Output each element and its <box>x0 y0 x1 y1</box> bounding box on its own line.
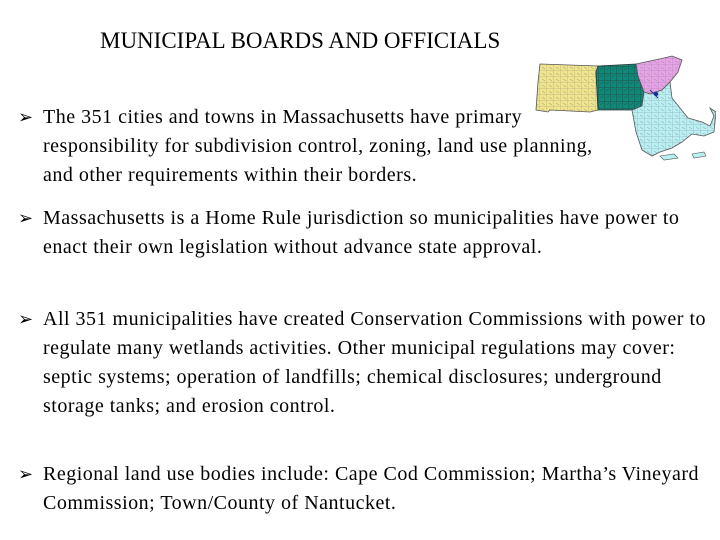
bullet-text: The 351 cities and towns in Massachusetts have primary responsibility for subdivision control, zoning, land use planning, and other requirements within their borders. <box>43 106 593 186</box>
bullet-text: All 351 municipalities have created Conservation Commissions with power to regulate many wetlands activities. Other municipal regulations may cover: septic systems; operation of landfills; chemical disclosures; underground storage tanks; and erosion control. <box>43 308 707 417</box>
arrow-bullet-icon: ➢ <box>18 309 34 330</box>
bullet-item <box>18 103 714 190</box>
bullet-text: Massachusetts is a Home Rule jurisdiction so municipalities have power to enact their own legislation without advance state approval. <box>43 207 680 258</box>
arrow-bullet-icon: ➢ <box>18 464 34 485</box>
bullet-item <box>18 204 714 262</box>
arrow-bullet-icon: ➢ <box>18 107 34 128</box>
slide-title: MUNICIPAL BOARDS AND OFFICIALS <box>100 28 501 53</box>
arrow-bullet-icon: ➢ <box>18 208 34 229</box>
bullet-item <box>18 305 714 421</box>
bullet-item <box>18 460 714 518</box>
bullet-text: Regional land use bodies include: Cape Cod Commission; Martha’s Vineyard Commission; Town/County of Nantucket. <box>43 463 700 514</box>
